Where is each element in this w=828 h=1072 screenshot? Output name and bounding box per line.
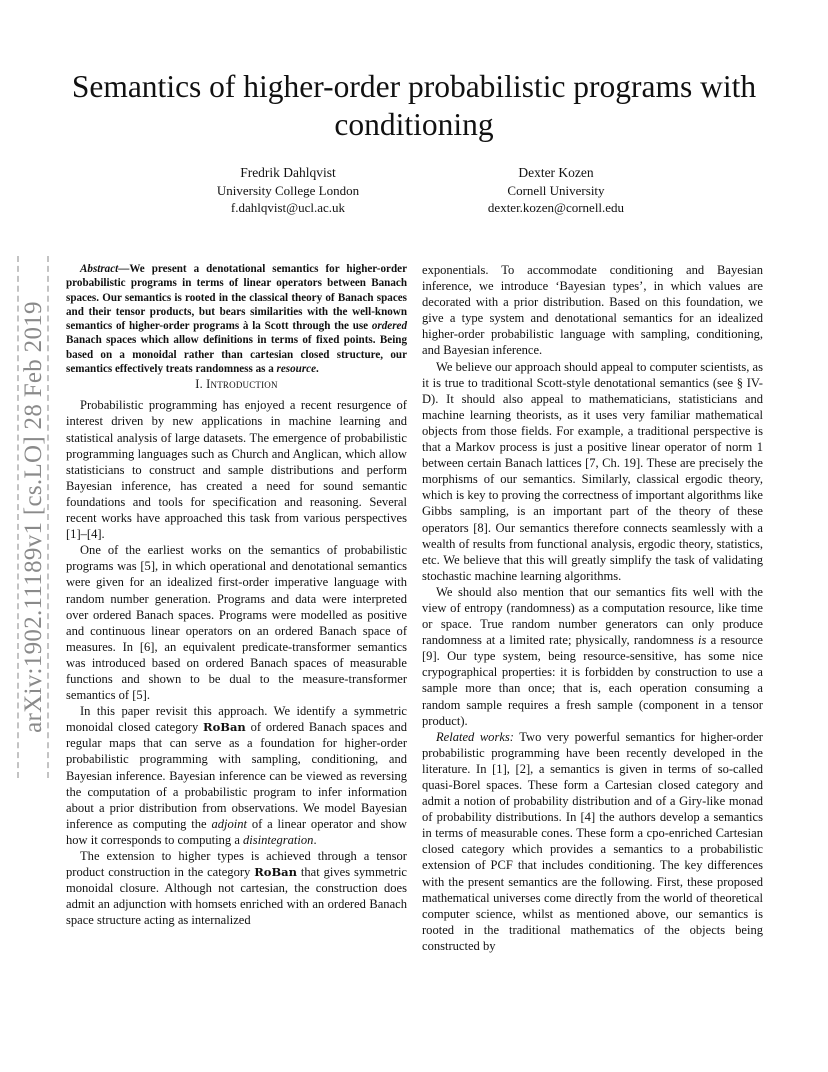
abstract-label: Abstract xyxy=(80,263,119,275)
abstract-emphasis: ordered xyxy=(371,320,407,333)
paragraph: Probabilistic programming has enjoyed a recent resurgence of interest driven by new applications in machine learning and statistical analysis of large datasets. The emergence of probabilistic programming languages such as Church and Anglican, which allow statisticians to construct and sample distributions and perform Bayesian inference, has created a need for sound semantic foundations and tools for specification and reasoning. Several recent works have approached this task from various perspectives [1]–[4]. xyxy=(66,398,407,542)
paragraph-text: Two very powerful semantics for higher-order probabilistic programming have been recently developed in the literature. In [1], [2], a semantics is given in terms of so-called quasi-Borel spaces. These form a Cartesian closed category and admit a notion of probability distribution and of a Giry-like monad of probability distributions. In [4] the authors develop a semantics in terms of measurable cones. These form a cpo-enriched Cartesian closed category which provides a semantics to a probabilistic extension of PCF that includes conditioning. The key differences with the present semantics are the following. First, these proposed mathematical universes come directly from the world of theoretical computer science, whilst as mentioned above, our semantics is rooted in the traditional mathematics of the objects being constructed by xyxy=(422,729,763,953)
author-name: Dexter Kozen xyxy=(518,165,594,180)
author-affiliation: Cornell University xyxy=(507,183,605,198)
abstract-emphasis: resource xyxy=(276,363,316,376)
paragraph-text: that gives symmetric monoidal closure. Although not cartesian, the construction does admit an adjunction with homsets enriched with an ordered Banach space structure acting as internalized xyxy=(66,865,407,928)
category-name: RoBan xyxy=(203,720,246,735)
paper-title: Semantics of higher-order probabilistic programs with conditioning xyxy=(71,69,757,142)
abstract-text: . xyxy=(316,363,319,376)
right-column xyxy=(422,262,763,954)
section-heading: I. Introduction xyxy=(195,377,278,392)
paragraph: One of the earliest works on the semantics of probabilistic programs was [5], in which operational and denotational semantics were given for an idealized first-order imperative language with random number generation. Programs and data were interpreted over ordered Banach spaces. Programs were modelled as positive and continuous linear operators on an ordered Banach space of measures. In [6], an equivalent predicate-transformer semantics was introduced based on ordered Banach spaces of measurable functions and shown to be dual to the measure-transformer semantics of [5]. xyxy=(66,543,407,703)
abstract xyxy=(66,262,407,376)
emphasis: adjoint xyxy=(211,816,248,831)
abstract-text: —We present a denotational semantics for higher-order probabilistic programs in terms of linear operators between Banach spaces. Our semantics is rooted in the classical theory of Banach spaces and their tensor products, but bears similarities with the well-known semantics of higher-order programs à la Scott through the use xyxy=(66,263,407,333)
author-name: Fredrik Dahlqvist xyxy=(240,165,336,180)
category-name: RoBan xyxy=(254,865,297,880)
paragraph xyxy=(66,848,407,928)
author-block xyxy=(158,164,418,216)
author-email: f.dahlqvist@ucl.ac.uk xyxy=(230,200,346,215)
paragraph xyxy=(66,703,407,848)
paragraph-label: Related works: xyxy=(436,729,514,744)
abstract-text: Banach spaces which allow definitions in terms of fixed points. Being based on a monoidal rather than cartesian closed structure, our semantics effectively treats randomness as a xyxy=(66,334,407,376)
paragraph-text: The extension to higher types is achieved through a tensor product construction in the category xyxy=(66,849,407,880)
arxiv-stamp xyxy=(16,258,52,776)
paragraph-text: of a linear operator and show how it corresponds to computing a xyxy=(66,816,407,847)
paragraph xyxy=(422,729,763,954)
paragraph xyxy=(422,584,763,729)
author-affiliation: University College London xyxy=(216,183,360,198)
paragraph-text: In this paper revisit this approach. We identify a symmetric monoidal closed category xyxy=(66,704,407,735)
emphasis: disintegration xyxy=(243,832,314,847)
paragraph-text: . xyxy=(313,832,317,847)
paragraph: exponentials. To accommodate conditioning and Bayesian inference, we introduce ‘Bayesian types’, in which values are decorated with a prior distribution. Based on this foundation, we give a type system and denotational semantics for an idealized higher-order probabilistic language with sampling, conditioning, and Bayesian inference. xyxy=(422,263,763,358)
arxiv-stamp-text: arXiv:1902.11189v1 [cs.LO] 28 Feb 2019 xyxy=(20,301,47,733)
paragraph-text: of ordered Banach spaces and regular maps that can serve as a foundation for higher-order probabilistic programming with sampling, conditioning, and Bayesian inference. Bayesian inference can be viewed as reversing the computation of a probabilistic program to infer information about a prior distribution from observations. We model Bayesian inference as computing the xyxy=(66,720,407,831)
emphasis: is xyxy=(698,633,707,648)
paragraph-text: We should also mention that our semantics fits well with the view of entropy (randomness) as a computation resource, like time or space. True random number generators can only produce randomness at a limited rate; physically, randomness xyxy=(422,584,763,648)
author-block xyxy=(426,164,686,216)
left-column xyxy=(66,262,407,928)
author-email: dexter.kozen@cornell.edu xyxy=(487,200,625,215)
paragraph-text: a resource [9]. Our type system, being resource-sensitive, has some nice crypographical properties: it is forbidden by construction to use a sample more than once; that is, each operation consuming a random sample requires a fresh sample (component in a tensor product). xyxy=(422,633,763,728)
paragraph: We believe our approach should appeal to computer scientists, as it is true to traditional Scott-style denotational semantics (see § IV-D). It should also appeal to mathematicians, statisticians and machine learning theorists, as it uses very familiar mathematical objects from those fields. For example, a traditional perspective is that a Markov process is just a positive linear operator of norm 1 between certain Banach lattices [7, Ch. 19]. These are precisely the morphisms of our semantics. Similarly, classical ergodic theory, which is key to proving the correctness of important algorithms like Gibbs sampling, is an important part of the theory of these operators [8]. Our semantics therefore connects seamlessly with a wealth of results from functional analysis, ergodic theory, statistics, etc. We believe that this will greatly simplify the task of validating stochastic machine learning algorithms. xyxy=(422,359,763,583)
